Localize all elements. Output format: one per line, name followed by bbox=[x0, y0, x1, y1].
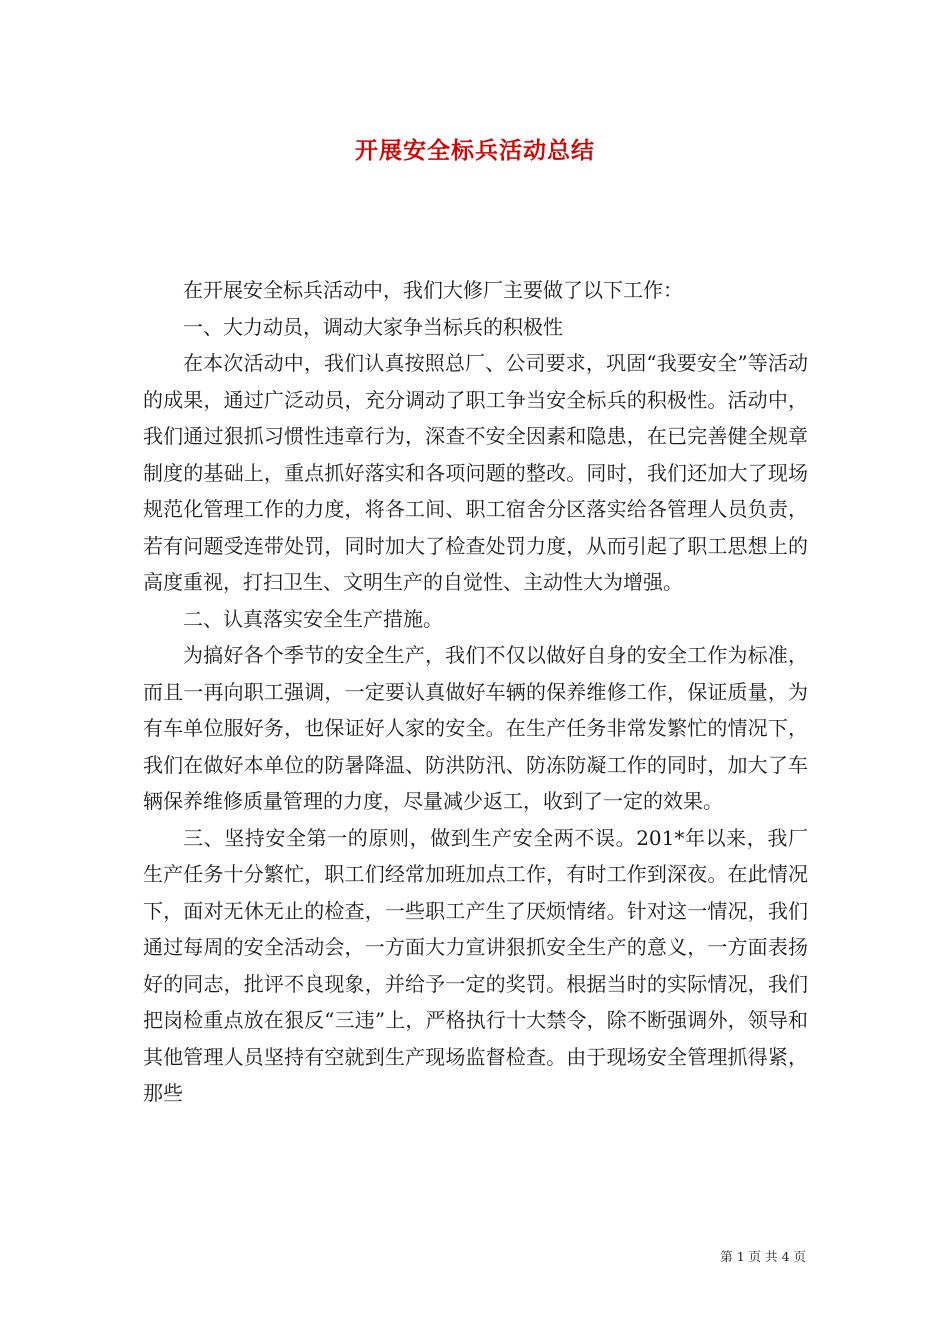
heading-section-2: 二、认真落实安全生产措施。 bbox=[183, 606, 443, 631]
paragraph-section-3: 三、坚持安全第一的原则，做到生产安全两不误。201*年以来，我厂生产任务十分繁忙，职工们经常加班加点工作，有时工作到深夜。在此情况下，面对无休无止的检查，一些职工产生了厌烦情绪。针对这一情况，我们通过每周的安全活动会，一方面大力宣讲狠抓安全生产的意义，一方面表扬好的同志，批评不良现象，并给予一定的奖罚。根据当时的实际情况，我们把岗检重点放在狠反“三违”上，严格执行十大禁令，除不断强调外，领导和其他管理人员坚持有空就到生产现场监督检查。由于现场安全管理抓得紧，那些 bbox=[143, 825, 808, 1105]
paragraph-section-2: 为搞好各个季节的安全生产，我们不仅以做好自身的安全工作为标准，而且一再向职工强调，一定要认真做好车辆的保养维修工作，保证质量，为有车单位服好务，也保证好人家的安全。在生产任务非常发繁忙的情况下，我们在做好本单位的防暑降温、防洪防汛、防冻防凝工作的同时，加大了车辆保养维修质量管理的力度，尽量减少返工，收到了一定的效果。 bbox=[143, 643, 808, 813]
heading-section-1: 一、大力动员，调动大家争当标兵的积极性 bbox=[183, 314, 563, 339]
document-title: 开展安全标兵活动总结 bbox=[355, 137, 595, 164]
paragraph-section-1: 在本次活动中，我们认真按照总厂、公司要求，巩固“我要安全”等活动的成果，通过广泛动员，充分调动了职工争当安全标兵的积极性。活动中，我们通过狠抓习惯性违章行为，深查不安全因素和隐患，在已完善健全规章制度的基础上，重点抓好落实和各项问题的整改。同时，我们还加大了现场规范化管理工作的力度，将各工间、职工宿舍分区落实给各管理人员负责，若有问题受连带处罚，同时加大了检查处罚力度，从而引起了职工思想上的高度重视，打扫卫生、文明生产的自觉性、主动性大为增强。 bbox=[143, 351, 808, 594]
document-body bbox=[143, 272, 808, 1112]
paragraph-intro: 在开展安全标兵活动中，我们大修厂主要做了以下工作： bbox=[183, 278, 683, 302]
page-number: 第 1 页 共 4 页 bbox=[720, 1249, 806, 1264]
